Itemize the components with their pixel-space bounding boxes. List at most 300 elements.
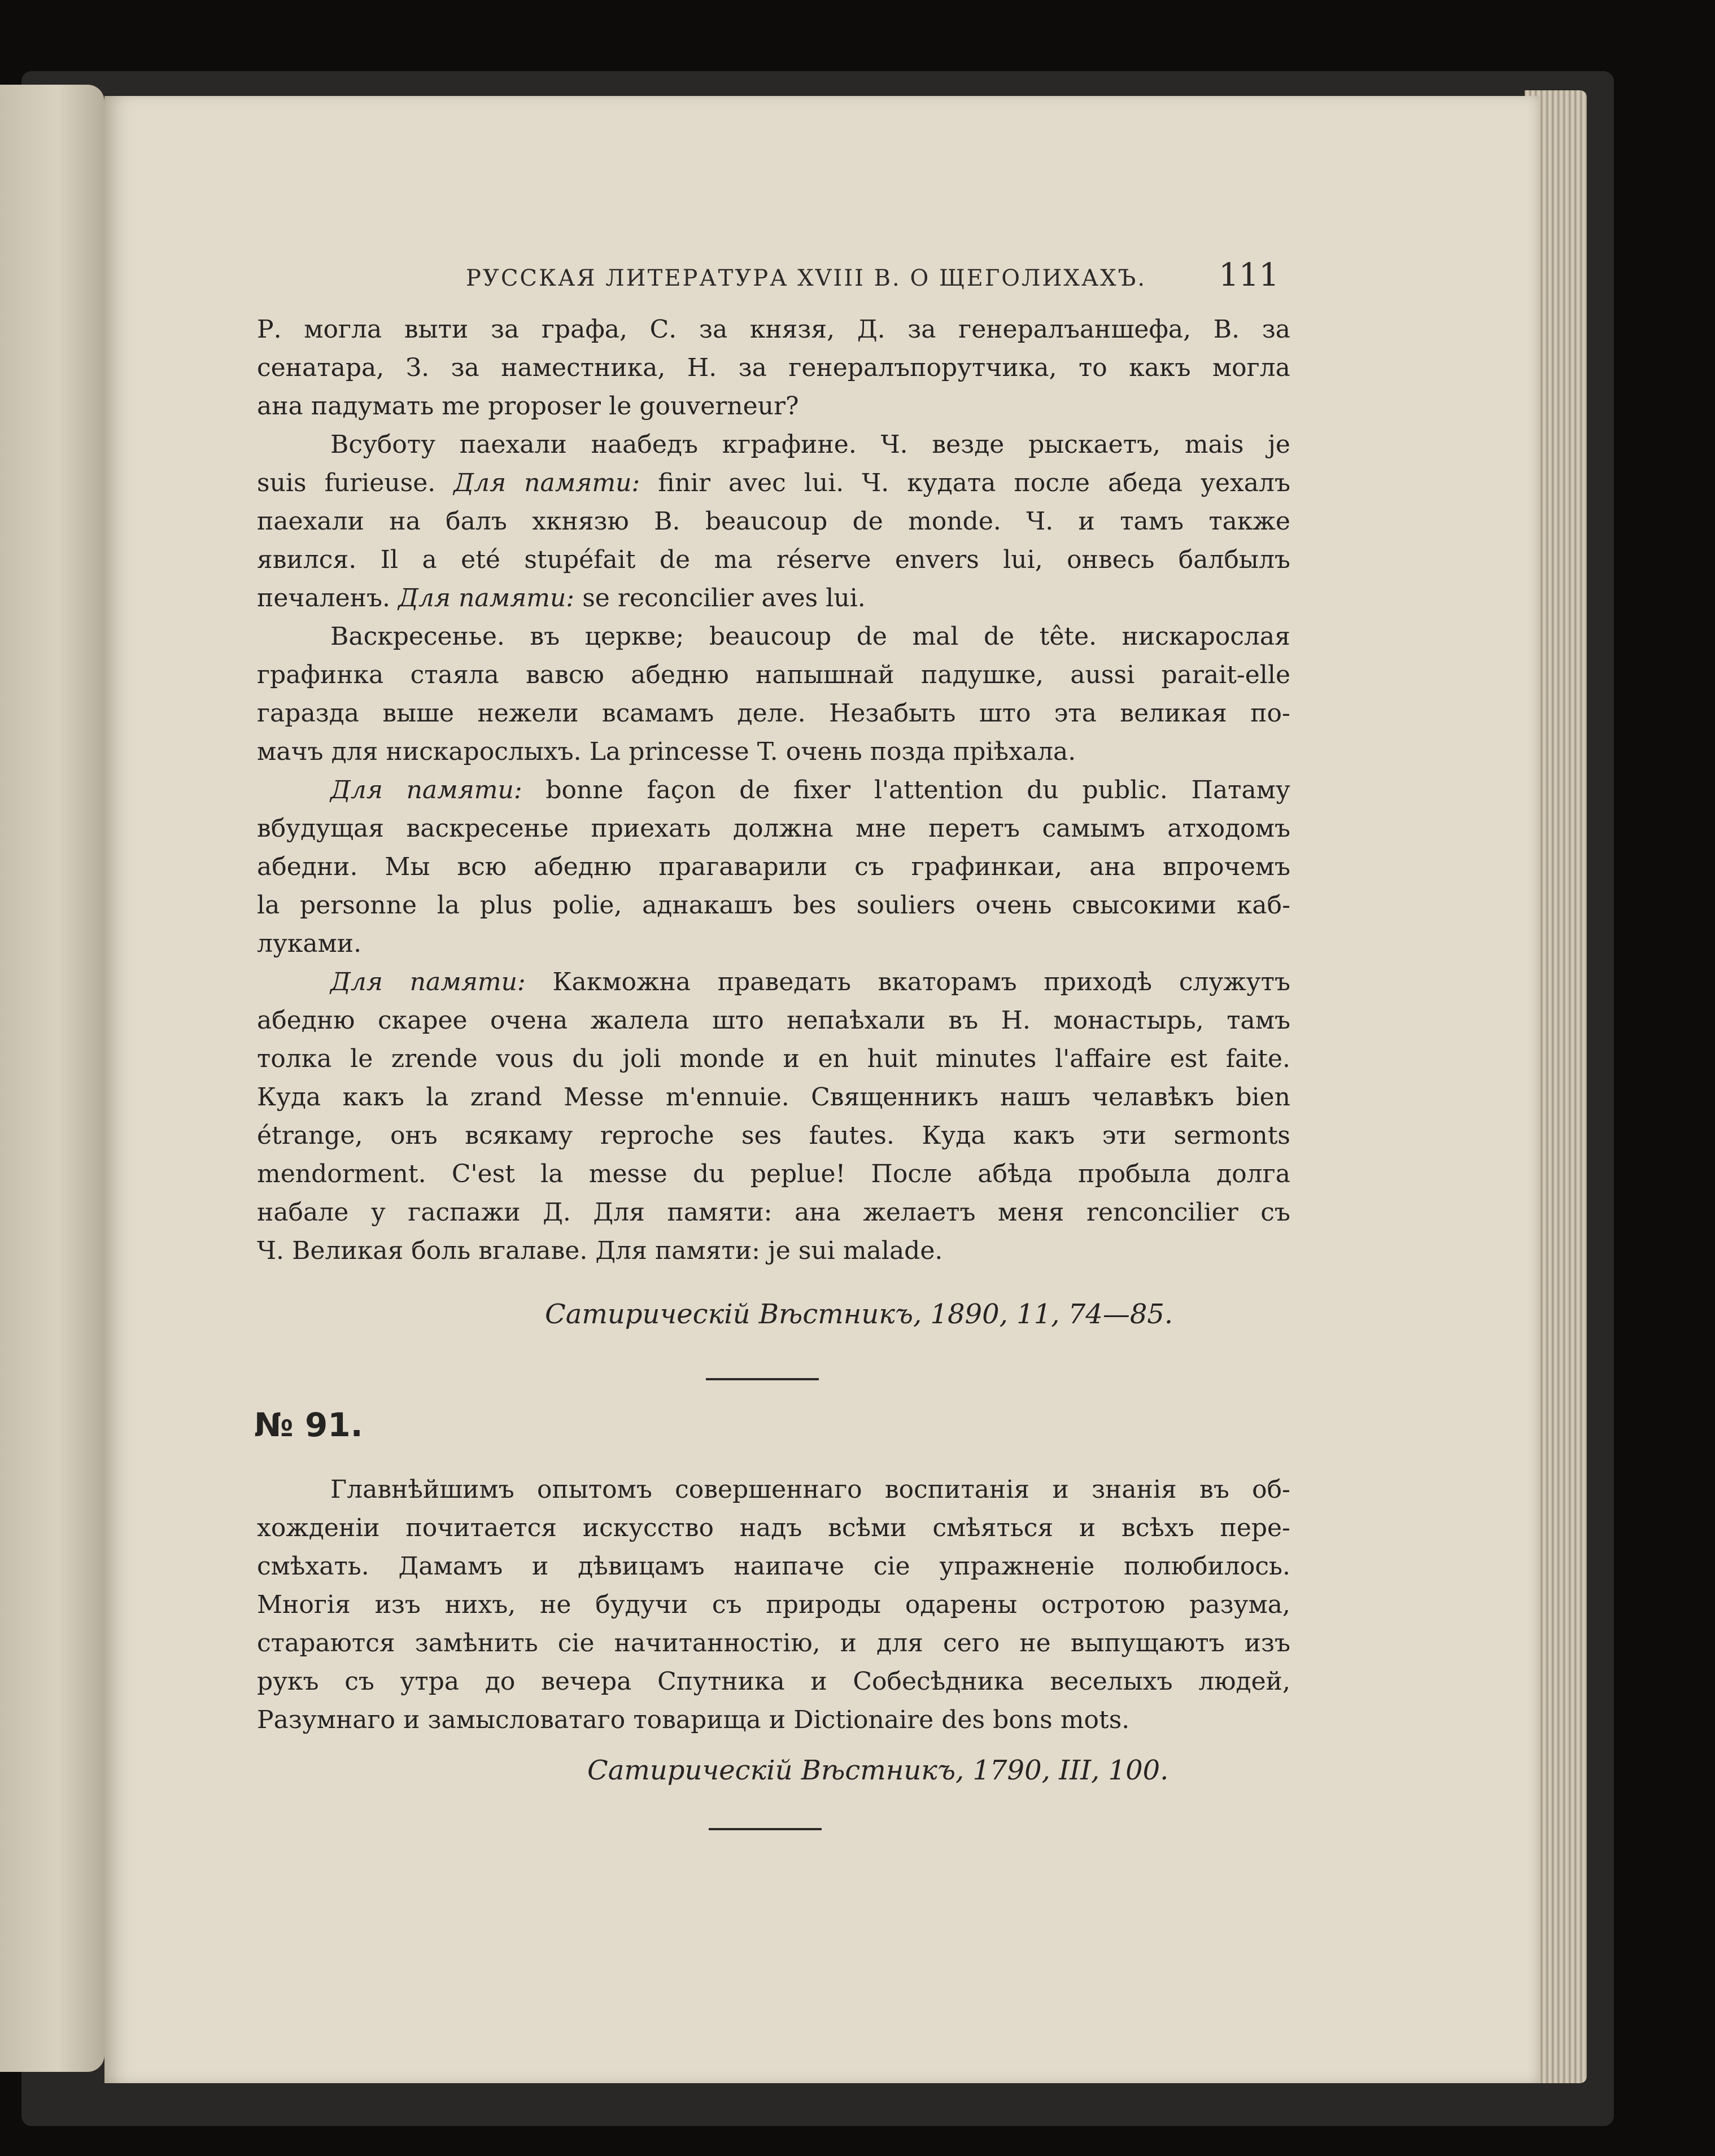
word: est xyxy=(1169,1044,1208,1073)
word: la xyxy=(540,1160,564,1188)
word: изъ xyxy=(1244,1629,1290,1658)
word: балбылъ xyxy=(1178,545,1290,574)
word: Дамамъ xyxy=(398,1552,503,1581)
word: смѣхать. xyxy=(257,1552,369,1581)
word: будучи xyxy=(595,1590,688,1619)
word: aussi xyxy=(1070,661,1135,689)
word: peplue! xyxy=(750,1160,846,1188)
text-line xyxy=(257,771,1290,810)
word: уехалъ xyxy=(1201,469,1290,497)
word: рыскаетъ, xyxy=(1028,430,1161,459)
word: графинкаи, xyxy=(911,852,1063,881)
text-line xyxy=(257,1002,1290,1040)
word: bons xyxy=(993,1705,1053,1734)
word: de xyxy=(852,507,883,536)
word: du xyxy=(1027,776,1059,804)
word: перетъ xyxy=(928,814,1020,843)
section-1-text xyxy=(257,311,1290,1270)
word: beaucoup xyxy=(709,622,832,651)
text-line xyxy=(257,579,1290,618)
word: што xyxy=(979,699,1031,728)
word: памяти: xyxy=(459,584,575,613)
word: утра xyxy=(400,1667,460,1696)
word: гаразда xyxy=(257,699,360,728)
word: какъ xyxy=(1129,353,1191,382)
word: то xyxy=(1078,353,1107,382)
word: Великая xyxy=(292,1236,404,1265)
word: приехать xyxy=(591,814,711,843)
word: замысловатаго xyxy=(427,1705,626,1734)
word: parait-elle xyxy=(1161,661,1290,689)
word: reconcilier xyxy=(617,584,754,613)
word: падумать xyxy=(311,392,434,421)
word: lui. xyxy=(826,584,866,613)
word: и xyxy=(769,1705,786,1734)
word: также xyxy=(1208,507,1290,536)
word: боль xyxy=(411,1236,471,1265)
word: и xyxy=(810,1667,827,1696)
word: монастырь, xyxy=(1053,1006,1204,1035)
word: Многiя xyxy=(257,1590,351,1619)
word: и xyxy=(840,1629,857,1658)
word: Н. xyxy=(1001,1006,1031,1035)
word: вечера xyxy=(541,1667,632,1696)
word: la xyxy=(257,891,280,920)
word: fixer xyxy=(793,776,851,804)
word: T. xyxy=(757,737,778,766)
word: опытомъ xyxy=(537,1475,652,1504)
word: Для xyxy=(330,776,383,804)
word: мачъ xyxy=(257,737,324,766)
word: пере- xyxy=(1220,1514,1290,1542)
word: bien xyxy=(1236,1083,1290,1112)
text-line xyxy=(257,810,1290,848)
word: каб- xyxy=(1236,891,1290,920)
word: всѣхъ xyxy=(1121,1514,1194,1542)
word: reproche xyxy=(600,1121,714,1150)
word: Куда xyxy=(257,1083,321,1112)
word: за xyxy=(907,315,936,344)
word: изъ xyxy=(374,1590,421,1619)
word: очень xyxy=(975,891,1052,920)
word: товарища xyxy=(633,1705,761,1734)
word: жалела xyxy=(590,1006,690,1035)
text-line xyxy=(257,1117,1290,1155)
text-line xyxy=(257,1547,1290,1586)
word: и xyxy=(783,1044,800,1073)
word: што xyxy=(712,1006,764,1035)
page-number: 111 xyxy=(1219,257,1279,294)
word: fautes. xyxy=(809,1121,894,1150)
word: онъ xyxy=(390,1121,438,1150)
word: После xyxy=(871,1160,953,1188)
word: Ч. xyxy=(1026,507,1054,536)
word: абѣда xyxy=(977,1160,1053,1188)
word: furieuse. xyxy=(324,469,436,497)
text-line xyxy=(257,1663,1290,1701)
text-line xyxy=(257,618,1290,656)
word: по- xyxy=(1250,699,1290,728)
word: beaucoup xyxy=(705,507,828,536)
word: наместника, xyxy=(501,353,666,382)
page-header xyxy=(257,257,1290,308)
word: Н. xyxy=(687,353,717,382)
word: вгалаве. xyxy=(478,1236,588,1265)
word: очень xyxy=(786,737,862,766)
word: monde xyxy=(679,1044,765,1073)
word: нежели xyxy=(477,699,579,728)
word: за xyxy=(738,353,767,382)
word: des xyxy=(941,1705,985,1734)
word: a xyxy=(422,545,437,574)
word: абедни. xyxy=(257,852,358,881)
text-line xyxy=(257,1471,1290,1509)
word: выти xyxy=(404,315,469,344)
word: толка xyxy=(257,1044,332,1073)
word: sermonts xyxy=(1173,1121,1290,1150)
word: для xyxy=(876,1629,923,1658)
word: l'affaire xyxy=(1055,1044,1152,1073)
word: церкве; xyxy=(584,622,684,651)
word: паехали xyxy=(459,430,567,459)
word: до xyxy=(485,1667,516,1696)
word: нискарослая xyxy=(1121,622,1290,651)
text-line xyxy=(257,656,1290,694)
word: Для xyxy=(593,1198,645,1227)
word: В. xyxy=(654,507,680,536)
word: façon xyxy=(647,776,716,804)
text-line xyxy=(257,1078,1290,1117)
word: Разумнаго xyxy=(257,1705,396,1734)
word: васкресенье xyxy=(406,814,569,843)
word: печаленъ. xyxy=(257,584,390,613)
word: памяти: xyxy=(406,776,522,804)
word: почитается xyxy=(405,1514,557,1542)
section-heading: № 91. xyxy=(254,1406,363,1444)
word: кграфине. xyxy=(722,430,857,459)
word: всякаму xyxy=(465,1121,573,1150)
word: для xyxy=(331,737,378,766)
word: везде xyxy=(932,430,1005,459)
text-line xyxy=(257,848,1290,886)
word: у xyxy=(370,1198,386,1227)
word: Ч. xyxy=(257,1236,284,1265)
word: m'ennuie. xyxy=(665,1083,789,1112)
word: упражненiе xyxy=(939,1552,1095,1581)
word: смѣяться xyxy=(932,1514,1054,1542)
word: ана xyxy=(257,392,303,421)
word: могла xyxy=(304,315,382,344)
word: personne xyxy=(300,891,417,920)
word: lui. xyxy=(804,469,844,497)
word: набале xyxy=(257,1198,349,1227)
word: Для xyxy=(453,469,507,497)
text-line xyxy=(257,1232,1290,1270)
word: съ xyxy=(854,852,884,881)
text-line xyxy=(257,426,1290,464)
word: и xyxy=(1078,507,1095,536)
word: балъ xyxy=(446,507,507,536)
word: ана xyxy=(795,1198,841,1227)
word: прагаварили xyxy=(658,852,828,881)
word: Какможна xyxy=(552,968,691,996)
word: полюбилось. xyxy=(1124,1552,1290,1581)
word: du xyxy=(572,1044,604,1073)
text-line xyxy=(257,925,1290,963)
word: деле. xyxy=(737,699,806,728)
source-citation-1: Сатирическій Вѣстникъ, 1890, 11, 74—85. xyxy=(545,1298,1173,1330)
word: joli xyxy=(622,1044,661,1073)
word: de xyxy=(983,622,1015,651)
word: mots. xyxy=(1060,1705,1130,1734)
text-line xyxy=(257,464,1290,502)
word: тамъ xyxy=(1120,507,1184,536)
word: finir xyxy=(658,469,711,497)
word: C'est xyxy=(451,1160,515,1188)
word: monde. xyxy=(908,507,1001,536)
text-line xyxy=(257,349,1290,387)
word: аднакашъ xyxy=(642,891,773,920)
word: zrand xyxy=(470,1083,542,1112)
word: вавсю xyxy=(526,661,604,689)
word: и xyxy=(1079,1514,1096,1542)
word: Д. xyxy=(857,315,885,344)
word: vous xyxy=(496,1044,554,1073)
word: Незабыть xyxy=(828,699,956,728)
word: съ xyxy=(344,1667,374,1696)
word: ses xyxy=(741,1121,782,1150)
word: В. xyxy=(1213,315,1240,344)
word: Для xyxy=(398,584,451,613)
word: étrange, xyxy=(257,1121,363,1150)
word: очена xyxy=(490,1006,568,1035)
word: всѣми xyxy=(828,1514,907,1542)
text-line xyxy=(257,387,1290,426)
word: веселыхъ xyxy=(1050,1667,1173,1696)
word: памяти: xyxy=(409,968,526,996)
word: абедню xyxy=(534,852,632,881)
running-head: РУССКАЯ ЛИТЕРАТУРА XVIII В. О ЩЕГОЛИХАХЪ. xyxy=(466,265,1147,291)
word: stupéfait xyxy=(524,545,636,574)
word: всамамъ xyxy=(601,699,714,728)
word: за xyxy=(451,353,479,382)
word: le xyxy=(609,392,632,421)
word: наабедъ xyxy=(591,430,698,459)
word: съ xyxy=(712,1590,742,1619)
word: С. xyxy=(649,315,677,344)
word: сенатара, xyxy=(257,353,385,382)
text-line xyxy=(257,1701,1290,1739)
word: за xyxy=(699,315,728,344)
word: падушке, xyxy=(921,661,1044,689)
word: Васкресенье. xyxy=(330,622,505,651)
word: должна xyxy=(733,814,834,843)
word: сiе xyxy=(557,1629,595,1658)
word: Для xyxy=(330,968,383,996)
word: челавѣкъ xyxy=(1092,1083,1214,1112)
word: Il xyxy=(380,545,399,574)
word: какъ xyxy=(342,1083,404,1112)
word: polie, xyxy=(552,891,622,920)
word: явился. xyxy=(257,545,357,574)
text-line xyxy=(257,502,1290,541)
word: l'attention xyxy=(874,776,1003,804)
word: об- xyxy=(1252,1475,1290,1504)
facing-page-edge xyxy=(0,85,104,2072)
word: me xyxy=(442,392,481,421)
word: bonne xyxy=(546,776,623,804)
word: после xyxy=(1014,469,1090,497)
word: князя, xyxy=(749,315,835,344)
word: абеда xyxy=(1107,469,1183,497)
word: нашъ xyxy=(1000,1083,1071,1112)
word: памяти: xyxy=(667,1198,773,1227)
word: за xyxy=(1262,315,1290,344)
word: public. xyxy=(1082,776,1168,804)
word: ана xyxy=(1089,852,1136,881)
word: желаетъ xyxy=(863,1198,976,1227)
word: всю xyxy=(457,852,507,881)
word: меня xyxy=(998,1198,1064,1227)
word: Д. xyxy=(543,1198,571,1227)
word: прiѣхала. xyxy=(953,737,1076,766)
word: en xyxy=(818,1044,849,1073)
text-line xyxy=(257,1155,1290,1193)
text-line xyxy=(257,1624,1290,1663)
word: La xyxy=(589,737,621,766)
word: de xyxy=(856,622,887,651)
word: messe xyxy=(588,1160,667,1188)
word: напышнай xyxy=(756,661,894,689)
word: начитанностiю, xyxy=(614,1629,821,1658)
word: могла xyxy=(1212,353,1290,382)
word: сiе xyxy=(873,1552,910,1581)
word: proposer xyxy=(488,392,601,421)
word: абедню xyxy=(631,661,729,689)
word: природы xyxy=(766,1590,881,1619)
word: стараются xyxy=(257,1629,395,1658)
word: de xyxy=(659,545,691,574)
word: de xyxy=(739,776,770,804)
word: совершеннаго xyxy=(675,1475,862,1504)
word: huit xyxy=(867,1044,918,1073)
word: plus xyxy=(479,891,533,920)
word: самымъ xyxy=(1042,814,1145,843)
word: одарены xyxy=(905,1590,1018,1619)
word: приходѣ xyxy=(1044,968,1153,996)
text-line xyxy=(257,1509,1290,1547)
word: графинка xyxy=(257,661,384,689)
word: la xyxy=(426,1083,449,1112)
word: Dictionaire xyxy=(793,1705,934,1734)
word: réserve xyxy=(776,545,871,574)
word: эта xyxy=(1054,699,1097,728)
word: renconcilier xyxy=(1086,1198,1238,1227)
word: и xyxy=(403,1705,420,1734)
word: впрочемъ xyxy=(1162,852,1290,881)
word: остротою xyxy=(1041,1590,1166,1619)
word: онвесь xyxy=(1067,545,1155,574)
text-line xyxy=(257,886,1290,925)
section-2-text xyxy=(257,1471,1290,1739)
section-divider xyxy=(706,1378,819,1380)
word: du xyxy=(692,1160,725,1188)
word: праведать xyxy=(717,968,851,996)
word: дѣвицамъ xyxy=(578,1552,705,1581)
source-citation-2: Сатирическій Вѣстникъ, 1790, III, 100. xyxy=(587,1755,1169,1786)
word: хожденiи xyxy=(257,1514,380,1542)
word: въ xyxy=(530,622,560,651)
word: надъ xyxy=(739,1514,802,1542)
word: генералъпорутчика, xyxy=(788,353,1057,382)
text-line xyxy=(257,1040,1290,1078)
word: вкаторамъ xyxy=(878,968,1017,996)
word: Всуботу xyxy=(330,430,436,459)
word: луками. xyxy=(257,929,362,958)
word: паехали xyxy=(257,507,364,536)
word: съ xyxy=(1260,1198,1290,1227)
word: envers xyxy=(894,545,979,574)
word: долга xyxy=(1216,1160,1290,1188)
word: вбудущая xyxy=(257,814,385,843)
word: Р. xyxy=(257,315,282,344)
word: служутъ xyxy=(1179,968,1290,996)
word: gouverneur? xyxy=(639,392,799,421)
word: выше xyxy=(382,699,455,728)
word: eté xyxy=(461,545,500,574)
word: нихъ, xyxy=(444,1590,516,1619)
word: je xyxy=(1268,430,1290,459)
word: Спутника xyxy=(657,1667,785,1696)
word: Куда xyxy=(922,1121,986,1150)
word: генералъаншефа, xyxy=(958,315,1192,344)
word: выпущаютъ xyxy=(1070,1629,1225,1658)
word: рукъ xyxy=(257,1667,319,1696)
word: ma xyxy=(714,545,753,574)
word: malade. xyxy=(843,1236,943,1265)
word: графа, xyxy=(541,315,627,344)
word: mal xyxy=(912,622,959,651)
text-line xyxy=(257,733,1290,771)
word: bes xyxy=(793,891,837,920)
word: Для xyxy=(595,1236,647,1265)
word: se xyxy=(582,584,610,613)
word: и xyxy=(1052,1475,1069,1504)
word: людей, xyxy=(1198,1667,1290,1696)
word: свысокими xyxy=(1072,891,1217,920)
text-line xyxy=(257,694,1290,733)
word: наипаче xyxy=(734,1552,844,1581)
word: воспитанiя xyxy=(884,1475,1030,1504)
word: mendorment. xyxy=(257,1160,426,1188)
text-line xyxy=(257,1193,1290,1232)
word: Собесѣдника xyxy=(853,1667,1024,1696)
word: Ч. xyxy=(880,430,908,459)
section-divider xyxy=(709,1828,822,1830)
word: знанiя xyxy=(1092,1475,1177,1504)
word: sui xyxy=(798,1236,835,1265)
word: Патаму xyxy=(1191,776,1290,804)
word: Главнѣйшимъ xyxy=(330,1475,514,1504)
word: въ xyxy=(948,1006,979,1035)
word: непаѣхали xyxy=(787,1006,926,1035)
word: сего xyxy=(943,1629,1000,1658)
word: Messe xyxy=(564,1083,644,1112)
word: мне xyxy=(856,814,906,843)
word: le xyxy=(350,1044,373,1073)
word: Ч. xyxy=(862,469,889,497)
text-line xyxy=(257,1586,1290,1624)
